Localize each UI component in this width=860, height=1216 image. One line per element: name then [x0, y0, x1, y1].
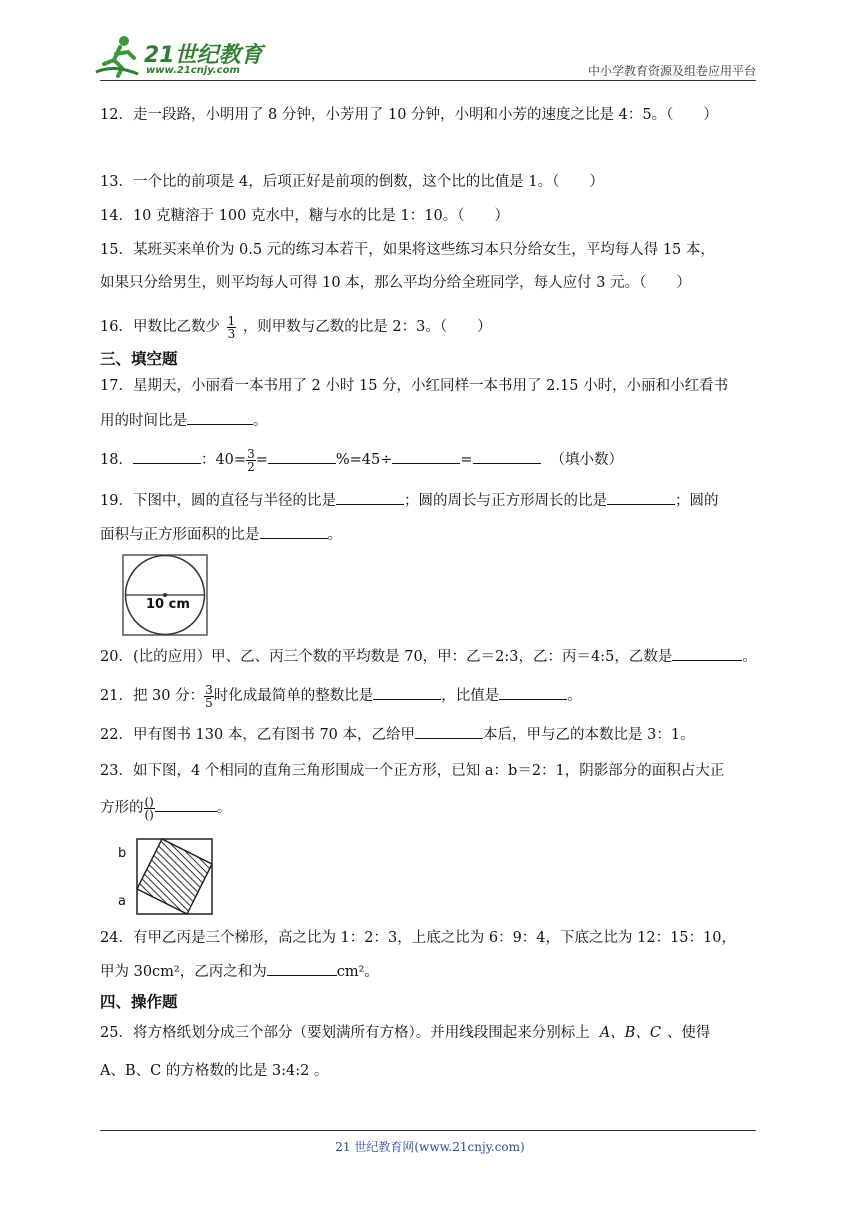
answer-blank[interactable] — [133, 449, 201, 464]
answer-blank[interactable] — [155, 797, 217, 812]
label-a: a — [118, 894, 126, 909]
question-23-line2: 方形的 $\frac{()}{()}$ 。 — [100, 794, 232, 822]
diameter-label: 10 cm — [146, 597, 190, 612]
question-24-line2: 甲为 30cm²，乙丙之和为 cm²。 — [100, 961, 379, 982]
circle-in-square-figure — [122, 554, 208, 636]
answer-blank[interactable] — [473, 449, 541, 464]
question-24-line1: 24．有甲乙丙是三个梯形，高之比为 1：2：3，上底之比为 6：9：4，下底之比为 12：15：10， — [100, 930, 736, 946]
section-fill-in-title: 三、填空题 — [100, 350, 178, 368]
answer-blank[interactable] — [672, 646, 742, 661]
answer-blank[interactable] — [373, 685, 441, 700]
question-13: 13．一个比的前项是 4，后项正好是前项的倒数，这个比的比值是 1。（ ） — [100, 174, 604, 190]
logo-text: 21世纪教育 — [144, 43, 263, 68]
answer-blank[interactable] — [499, 685, 567, 700]
question-25-line1: 25．将方格纸划分成三个部分（要划满所有方格）。并用线段围起来分别标上 A、B、C 、使得 — [100, 1025, 711, 1041]
fraction-blank[interactable]: $\frac{()}{()}$ — [144, 794, 154, 822]
fraction-one-third: $\frac{1}{3}$ — [227, 313, 236, 341]
section-operation-title: 四、操作题 — [100, 993, 178, 1011]
answer-blank[interactable] — [187, 410, 253, 425]
question-20: 20．(比的应用）甲、乙、丙三个数的平均数是 70，甲：乙＝2:3，乙：丙＝4:5，乙数是 。 — [100, 646, 757, 667]
question-15-line1: 15．某班买来单价为 0.5 元的练习本若干，如果将这些练习本只分给女生，平均每人得 15 本， — [100, 242, 715, 258]
answer-blank[interactable] — [268, 449, 336, 464]
question-14: 14．10 克糖溶于 100 克水中，糖与水的比是 1：10。（ ） — [100, 208, 509, 224]
question-17-line2: 用的时间比是 。 — [100, 410, 268, 431]
question-23-line1: 23．如下图，4 个相同的直角三角形围成一个正方形，已知 a：b＝2：1，阴影部分的面积占大正 — [100, 763, 725, 779]
footer-rule — [100, 1130, 756, 1131]
answer-blank[interactable] — [392, 449, 460, 464]
answer-blank[interactable] — [415, 724, 483, 739]
shaded-square-figure — [116, 838, 216, 909]
question-19-line1: 19．下图中，圆的直径与半径的比是 ；圆的周长与正方形周长的比是 ；圆的 — [100, 490, 718, 511]
question-15-line2: 如果只分给男生，则平均每人可得 10 本，那么平均分给全班同学，每人应付 3 元。（ ） — [100, 275, 691, 291]
question-16: 16．甲数比乙数少 $\frac{1}{3}$ ，则甲数与乙数的比是 2：3。（ ） — [100, 313, 492, 341]
logo-url: www.21cnjy.com — [146, 65, 240, 76]
header-platform: 中小学教育资源及组卷应用平台 — [587, 64, 756, 78]
question-22: 22．甲有图书 130 本，乙有图书 70 本，乙给甲 本后，甲与乙的本数比是 3：1。 — [100, 724, 695, 745]
answer-blank[interactable] — [336, 490, 404, 505]
answer-blank[interactable] — [607, 490, 675, 505]
question-25-line2: A、B、C 的方格数的比是 3:4:2 。 — [100, 1063, 329, 1079]
question-18: 18． ：40= $\frac{3}{2}$ = %=45÷ = （填小数） — [100, 446, 624, 474]
label-b: b — [118, 846, 127, 861]
question-19-line2: 面积与正方形面积的比是 。 — [100, 524, 342, 545]
fraction-three-fifths: $\frac{3}{5}$ — [205, 682, 213, 710]
answer-blank[interactable] — [260, 524, 328, 539]
question-21: 21．把 30 分： $\frac{3}{5}$ 时化成最简单的整数比是 ，比值是 。 — [100, 682, 582, 710]
fraction-three-halves: $\frac{3}{2}$ — [247, 446, 255, 474]
footer-text: 21 世纪教育网(www.21cnjy.com) — [335, 1140, 525, 1154]
header-rule — [100, 80, 756, 81]
question-12: 12．走一段路，小明用了 8 分钟，小芳用了 10 分钟，小明和小芳的速度之比是 4：5。（ ） — [100, 107, 718, 123]
header-logo — [94, 34, 264, 80]
question-17-line1: 17．星期天，小丽看一本书用了 2 小时 15 分，小红同样一本书用了 2.15 小时，小丽和小红看书 — [100, 378, 729, 394]
answer-blank[interactable] — [267, 961, 337, 976]
